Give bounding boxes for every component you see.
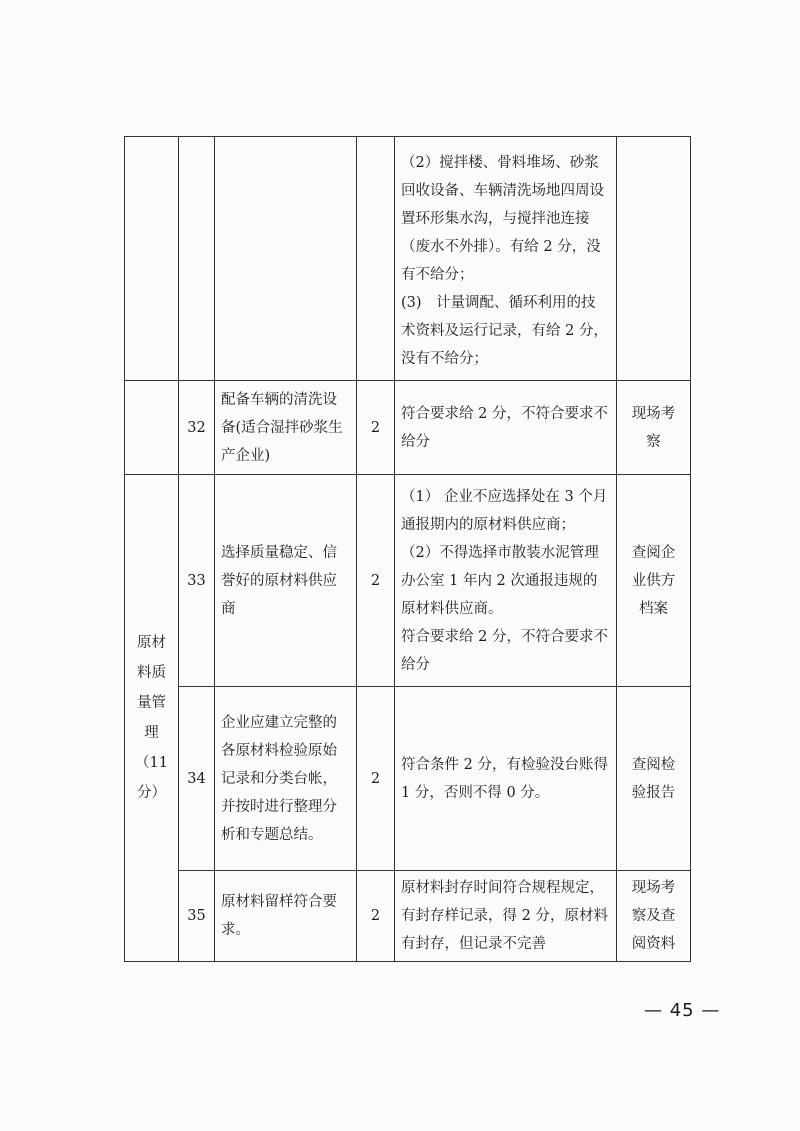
- category-text: 原材: [137, 635, 166, 651]
- scoring-rule-cell: [395, 137, 617, 381]
- rule-text: 符合要求给 2 分，不符合要求不给分: [401, 405, 608, 450]
- method-cell: [617, 871, 691, 962]
- scoring-rule-cell: [395, 381, 617, 475]
- method-cell: [617, 381, 691, 475]
- category-text: 理: [144, 725, 159, 741]
- item-number-cell: [179, 137, 215, 381]
- method-text: 查阅企: [631, 544, 676, 561]
- method-text: 业供方: [631, 572, 676, 589]
- score-value: 2: [357, 871, 395, 962]
- scoring-rule-cell: [395, 871, 617, 962]
- item-cell: [215, 137, 357, 381]
- item-text: 原材料留样符合要求。: [221, 894, 337, 938]
- method-text: 查阅检: [631, 756, 676, 773]
- method-cell: [617, 687, 691, 871]
- table-row: [125, 687, 691, 871]
- method-text: 察及查: [631, 908, 676, 924]
- rule-text: 符合要求给 2 分，不符合要求不给分: [401, 628, 608, 673]
- method-cell: [617, 475, 691, 687]
- rule-text: (3) 计量调配、循环利用的技术资料及运行记录，有给 2 分，没有不给分；: [401, 295, 608, 367]
- scoring-table: [124, 136, 691, 962]
- item-number: 35: [179, 871, 215, 962]
- method-text: 现场考: [631, 405, 676, 422]
- item-number: 32: [179, 381, 215, 475]
- page-number: — 45 —: [644, 1000, 721, 1021]
- table-row: [125, 475, 691, 687]
- category-cell-continued: [125, 137, 179, 381]
- category-text: （11: [135, 755, 168, 771]
- scoring-rule-cell: [395, 475, 617, 687]
- item-cell: [215, 381, 357, 475]
- item-cell: [215, 687, 357, 871]
- rule-text: 原材料封存时间符合规程规定，有封存样记录，得 2 分，原材料有封存，但记录不完善: [401, 880, 608, 952]
- item-cell: [215, 475, 357, 687]
- method-cell: [617, 137, 691, 381]
- method-text: 现场考: [631, 880, 676, 896]
- rule-text: （1） 企业不应选择处在 3 个月通报期内的原材料供应商；: [401, 488, 608, 533]
- method-text: 验报告: [631, 784, 676, 801]
- score-value: 2: [357, 687, 395, 871]
- score-cell: [357, 137, 395, 381]
- category-text: 量管: [137, 695, 166, 711]
- rule-text: 符合条件 2 分，有检验没台账得 1 分，否则不得 0 分。: [401, 756, 608, 801]
- category-text: 分）: [137, 785, 166, 801]
- item-text: 配备车辆的清洗设备(适合湿拌砂浆生产企业): [221, 391, 343, 464]
- item-number: 34: [179, 687, 215, 871]
- table-row-continued: [125, 137, 691, 381]
- method-text: 察: [646, 433, 661, 450]
- category-text: 料质: [137, 665, 166, 681]
- category-cell: [125, 475, 179, 962]
- table-row: [125, 381, 691, 475]
- item-text: 企业应建立完整的各原材料检验原始记录和分类台帐，并按时进行整理分析和专题总结。: [221, 714, 337, 843]
- score-value: 2: [357, 381, 395, 475]
- method-text: 阅资料: [631, 936, 676, 952]
- method-text: 档案: [639, 600, 668, 617]
- rule-text: （2）搅拌楼、骨料堆场、砂浆回收设备、车辆清洗场地四周设置环形集水沟，与搅拌池连接（废水不外排）。有给 2 分，没有不给分；: [401, 155, 604, 283]
- item-cell: [215, 871, 357, 962]
- score-value: 2: [357, 475, 395, 687]
- scoring-rule-cell: [395, 687, 617, 871]
- table-row: [125, 871, 691, 962]
- category-cell-continued: [125, 381, 179, 475]
- item-number: 33: [179, 475, 215, 687]
- item-text: 选择质量稳定、信誉好的原材料供应商: [221, 544, 337, 617]
- rule-text: （2）不得选择市散装水泥管理办公室 1 年内 2 次通报违规的原材料供应商。: [401, 544, 599, 617]
